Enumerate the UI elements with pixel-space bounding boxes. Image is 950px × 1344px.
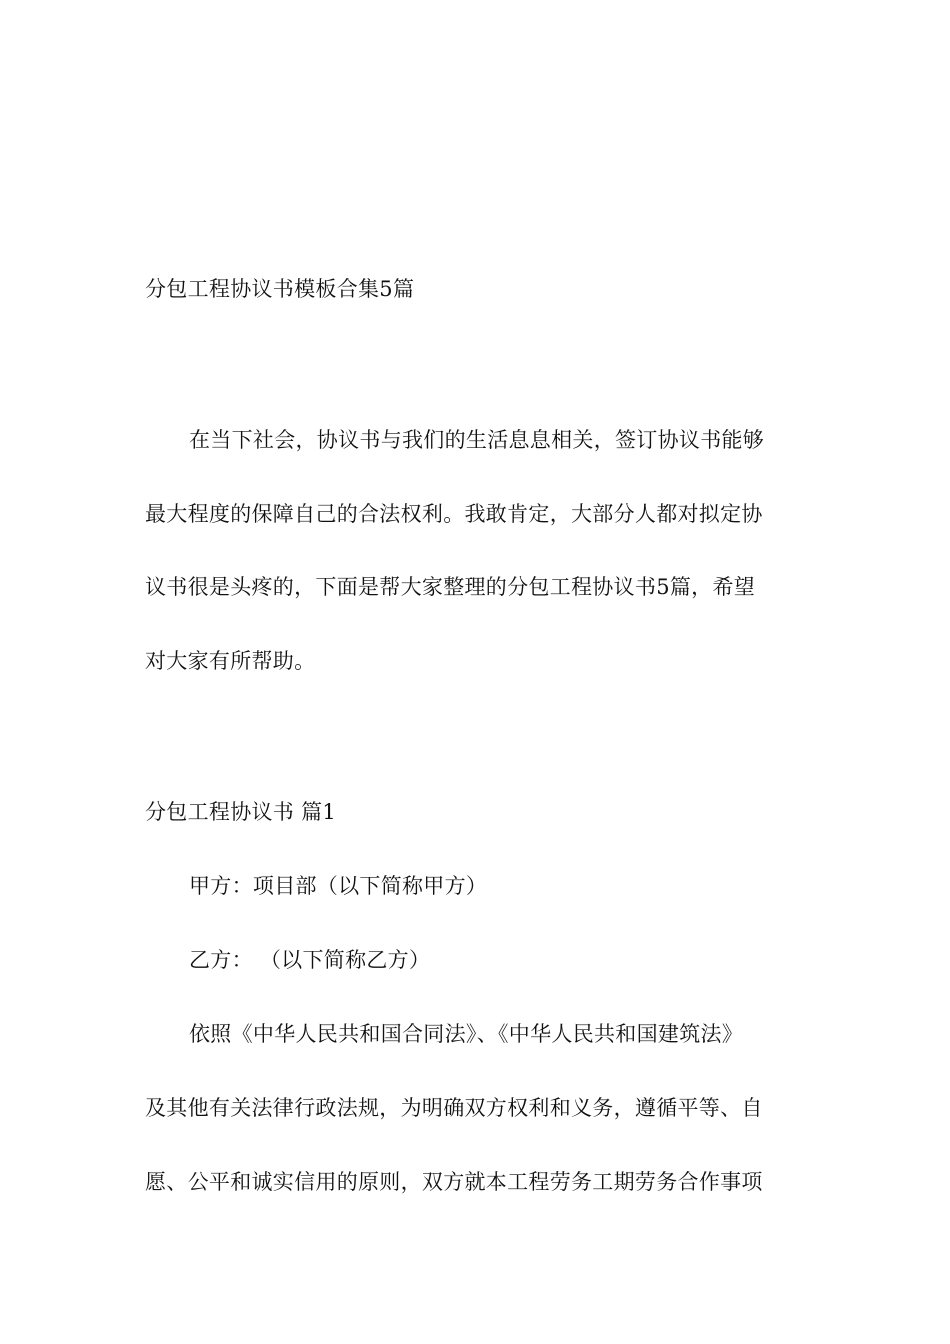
basis-line-3: 愿、公平和诚实信用的原则，双方就本工程劳务工期劳务合作事项 (145, 1170, 763, 1194)
intro-line-3: 议书很是头疼的，下面是帮大家整理的分包工程协议书5篇，希望 (145, 575, 756, 599)
party-b-line: 乙方： （以下简称乙方） (189, 948, 431, 972)
document-title: 分包工程协议书模板合集5篇 (145, 277, 415, 301)
intro-line-1: 在当下社会，协议书与我们的生活息息相关，签订协议书能够 (189, 428, 765, 452)
basis-line-2: 及其他有关法律行政法规，为明确双方权利和义务，遵循平等、自 (145, 1096, 763, 1120)
section-heading: 分包工程协议书 篇1 (145, 800, 337, 824)
party-a-line: 甲方：项目部（以下简称甲方） (189, 874, 488, 898)
basis-line-1: 依照《中华人民共和国合同法》、《中华人民共和国建筑法》 (189, 1022, 744, 1046)
intro-line-2: 最大程度的保障自己的合法权利。我敢肯定，大部分人都对拟定协 (145, 502, 763, 526)
intro-line-4: 对大家有所帮助。 (145, 649, 316, 673)
